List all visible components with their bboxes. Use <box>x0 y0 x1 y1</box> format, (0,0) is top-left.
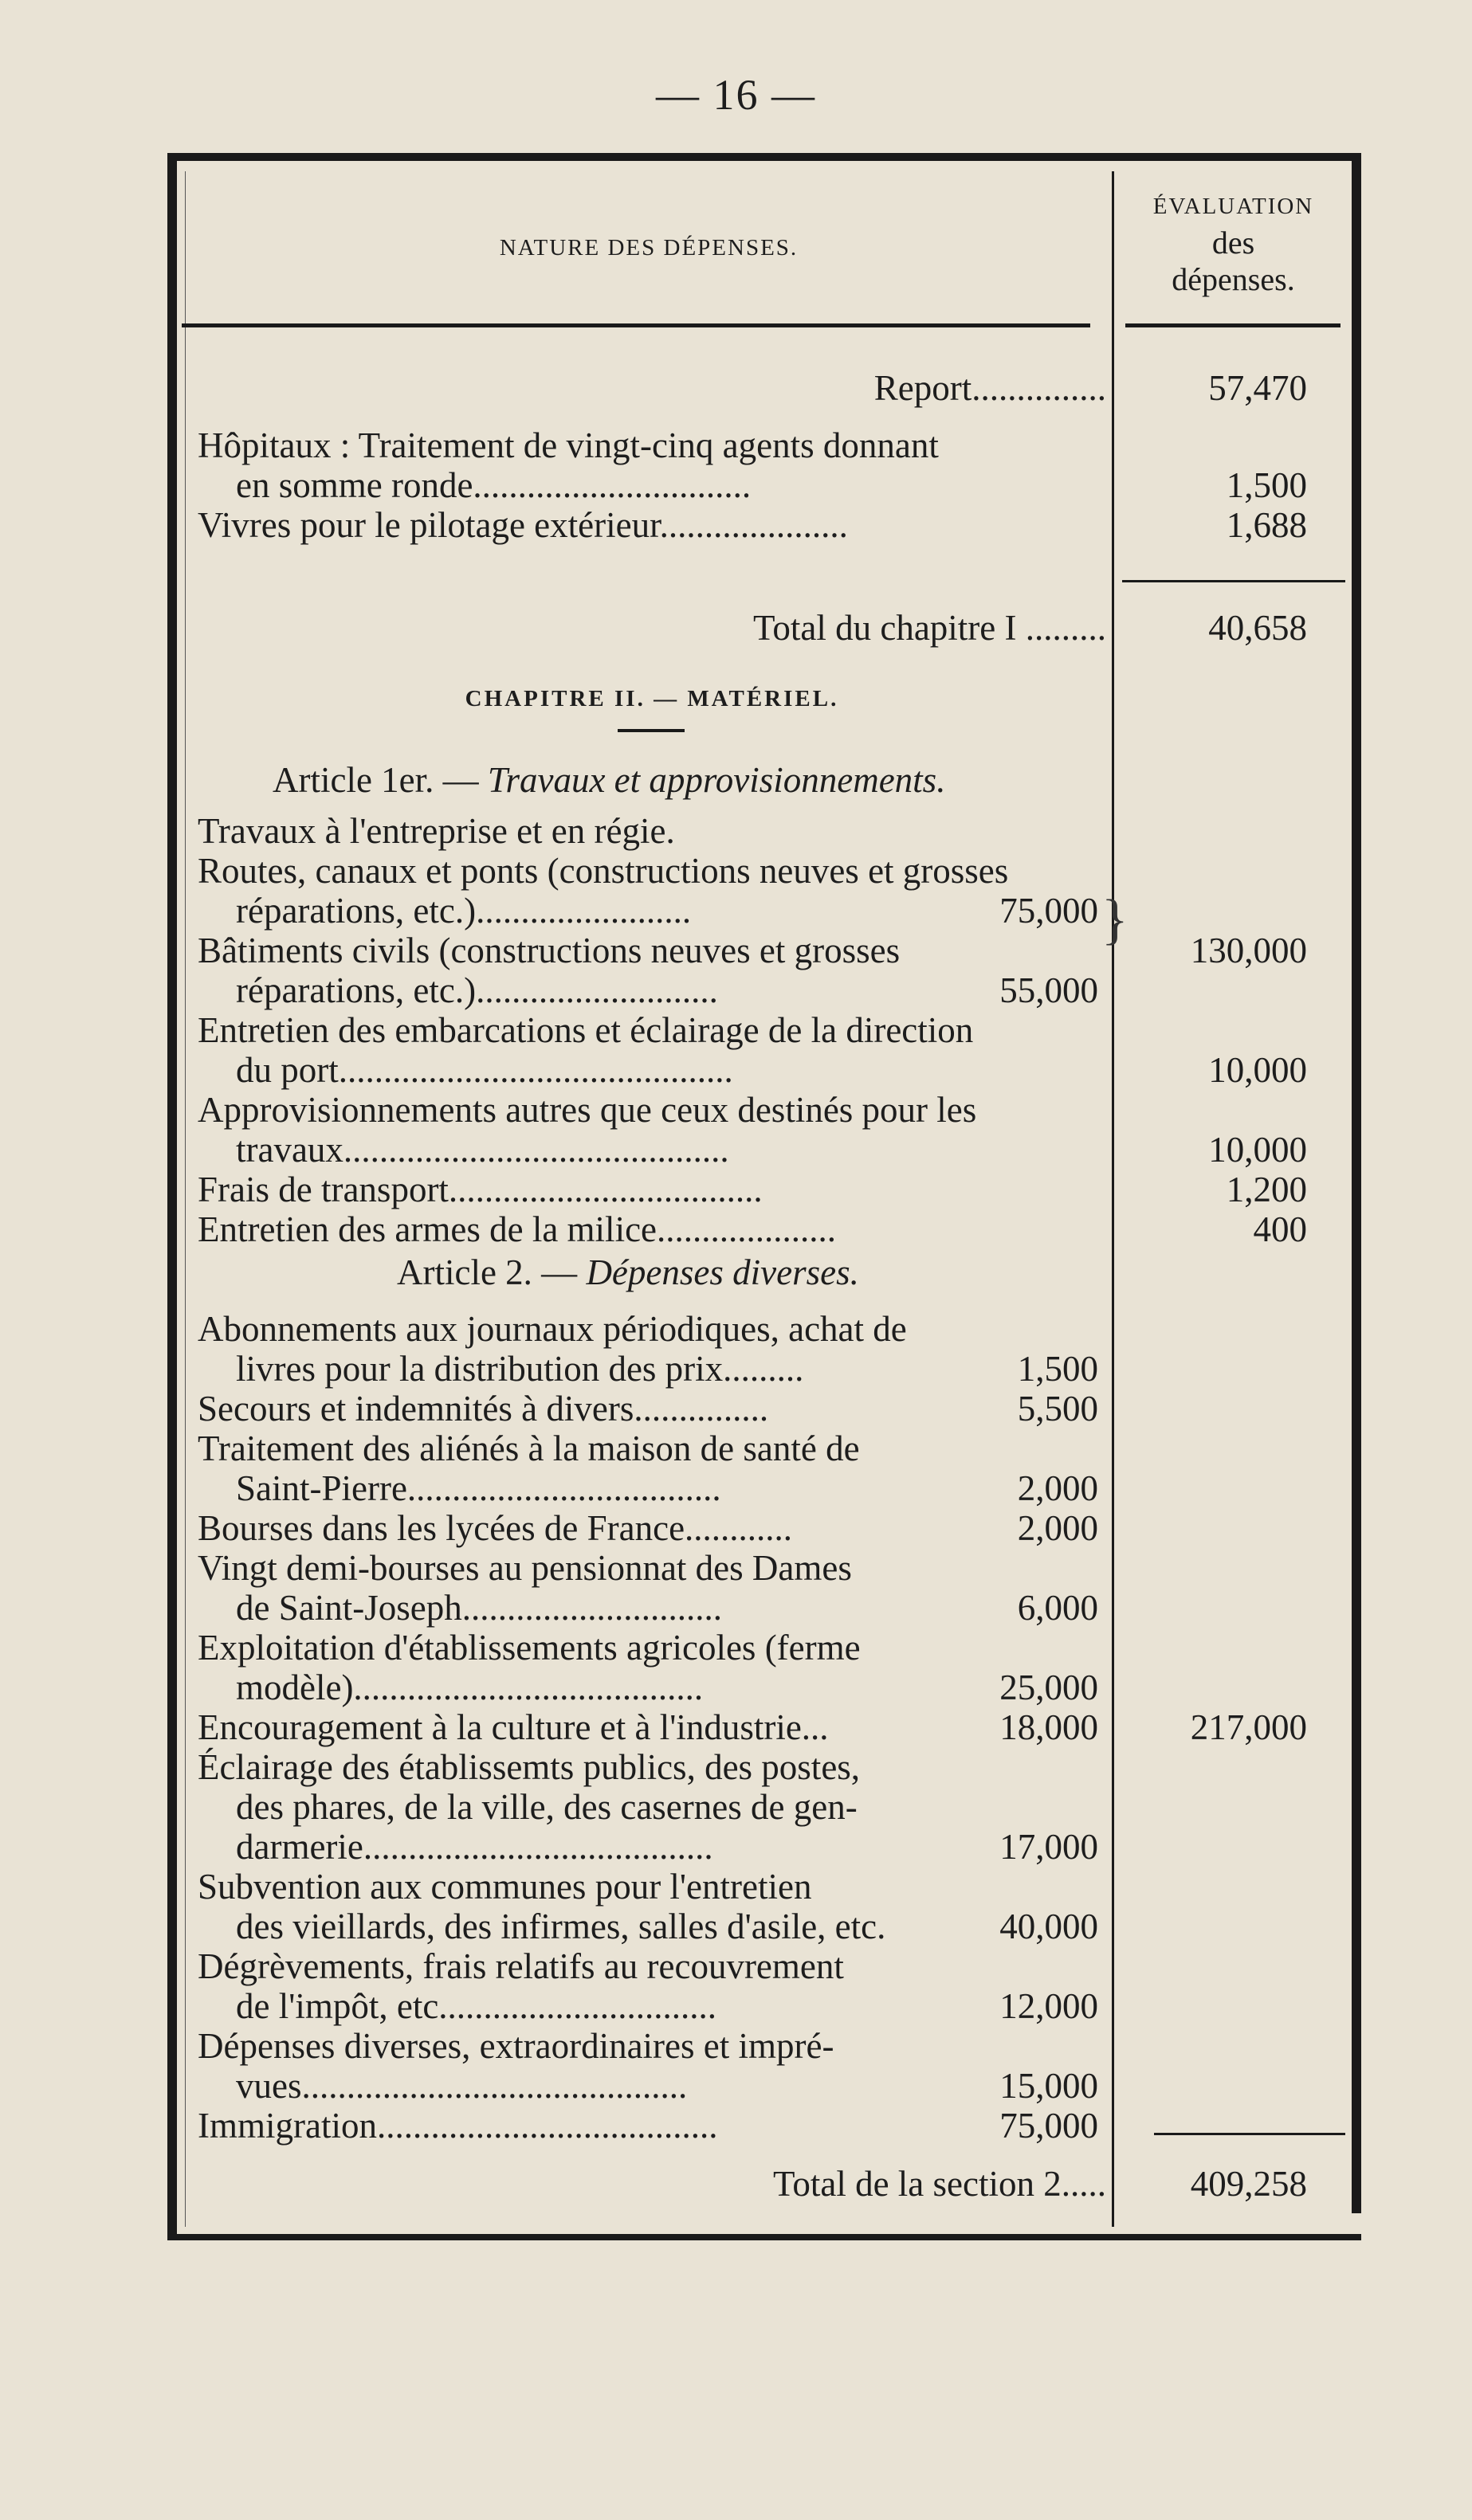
abonnements-line1: Abonnements aux journaux périodiques, achat de <box>198 1309 907 1349</box>
total-section-label: Total de la section 2..... <box>773 2164 1106 2204</box>
brace-travaux: } <box>1101 889 1129 950</box>
degrevements-line1: Dégrèvements, frais relatifs au recouvrement <box>198 1946 844 1986</box>
routes-line1: Routes, canaux et ponts (constructions neuves et grosses <box>198 851 1009 891</box>
entretien-line2: du port............................................ <box>236 1050 733 1090</box>
depenses-diverses-amount: 15,000 <box>999 2066 1098 2106</box>
eclairage-line1: Éclairage des établissemts publics, des postes, <box>198 1747 861 1787</box>
depenses-diverses-line2: vues........................................... <box>236 2066 688 2106</box>
abonnements-line2: livres pour la distribution des prix......... <box>236 1349 804 1389</box>
degrevements-line2: de l'impôt, etc............................... <box>236 1986 717 2026</box>
total-section-amount: 409,258 <box>1190 2164 1307 2204</box>
armes-amount: 400 <box>1253 1209 1307 1249</box>
encouragement-amount: 18,000 <box>999 1707 1098 1747</box>
report-amount: 57,470 <box>1208 368 1307 408</box>
table-right-border <box>1352 153 1361 2213</box>
abonnements-amount: 1,500 <box>1017 1349 1098 1389</box>
page-number: — 16 — <box>656 71 816 119</box>
frais-transport-amount: 1,200 <box>1226 1170 1307 1209</box>
batiments-line1: Bâtiments civils (constructions neuves et grosses <box>198 931 901 970</box>
bourses-line: Bourses dans les lycées de France............ <box>198 1508 793 1548</box>
section-total-rule <box>1154 2133 1345 2135</box>
travaux-entreprise: Travaux à l'entreprise et en régie. <box>198 811 675 851</box>
secours-amount: 5,500 <box>1017 1389 1098 1429</box>
header-rule-left <box>182 323 1090 327</box>
demi-bourses-line1: Vingt demi-bourses au pensionnat des Dames <box>198 1548 852 1588</box>
demi-bourses-line2: de Saint-Joseph............................. <box>236 1588 722 1628</box>
degrevements-amount: 12,000 <box>999 1986 1098 2026</box>
article2-label: Article 2. — <box>397 1252 587 1292</box>
demi-bourses-amount: 6,000 <box>1017 1588 1098 1628</box>
alienes-amount: 2,000 <box>1017 1468 1098 1508</box>
chapitre-ii-heading: CHAPITRE II. — MATÉRIEL. <box>465 686 839 711</box>
batiments-line2: réparations, etc.)........................... <box>236 970 718 1010</box>
chapitre-rule <box>618 729 685 732</box>
header-evaluation-line2: des <box>1211 225 1255 261</box>
subtotal-rule <box>1122 580 1345 582</box>
eclairage-line3: darmerie....................................... <box>236 1827 713 1867</box>
immigration-line: Immigration...................................... <box>198 2106 718 2146</box>
appro-amount: 10,000 <box>1208 1130 1307 1170</box>
appro-line1: Approvisionnements autres que ceux destinés pour les <box>198 1090 977 1130</box>
subvention-amount: 40,000 <box>999 1907 1098 1946</box>
armes-line: Entretien des armes de la milice.................... <box>198 1209 837 1249</box>
hopitaux-line1: Hôpitaux : Traitement de vingt-cinq agents donnant <box>198 425 939 465</box>
secours-line: Secours et indemnités à divers............... <box>198 1389 769 1429</box>
batiments-amount: 55,000 <box>999 970 1098 1010</box>
total-chapitre-label: Total du chapitre I ......... <box>753 608 1106 648</box>
header-evaluation-line3: dépenses. <box>1172 261 1295 297</box>
diverses-total: 217,000 <box>1190 1707 1307 1747</box>
routes-line2: réparations, etc.)........................ <box>236 891 692 931</box>
eclairage-amount: 17,000 <box>999 1827 1098 1867</box>
routes-amount: 75,000 <box>999 891 1098 931</box>
appro-line2: travaux........................................... <box>236 1130 729 1170</box>
entretien-amount: 10,000 <box>1208 1050 1307 1090</box>
article2-heading <box>198 1252 1305 1292</box>
header-evaluation-line1: ÉVALUATION <box>1152 194 1314 219</box>
article2-title: Dépenses diverses. <box>586 1252 859 1292</box>
entretien-line1: Entretien des embarcations et éclairage de la direction <box>198 1010 974 1050</box>
table-inner-line <box>185 171 186 2227</box>
bourses-amount: 2,000 <box>1017 1508 1098 1548</box>
report-label: Report............... <box>873 368 1106 408</box>
header-rule-right <box>1125 323 1341 327</box>
table-left-border <box>167 153 177 2240</box>
travaux-total: 130,000 <box>1190 931 1307 970</box>
hopitaux-amount: 1,500 <box>1226 465 1307 505</box>
eclairage-line2: des phares, de la ville, des casernes de gen- <box>236 1787 858 1827</box>
alienes-line2: Saint-Pierre................................... <box>236 1468 721 1508</box>
subvention-line1: Subvention aux communes pour l'entretien <box>198 1867 812 1907</box>
alienes-line1: Traitement des aliénés à la maison de santé de <box>198 1429 860 1468</box>
vivres-amount: 1,688 <box>1226 505 1307 545</box>
article1-heading <box>198 760 1181 800</box>
frais-transport-line: Frais de transport................................... <box>198 1170 763 1209</box>
article1-title: Travaux et approvisionnements. <box>487 760 946 800</box>
subvention-line2: des vieillards, des infirmes, salles d'asile, etc. <box>236 1907 886 1946</box>
immigration-amount: 75,000 <box>999 2106 1098 2146</box>
header-nature: NATURE DES DÉPENSES. <box>499 235 799 261</box>
depenses-diverses-line1: Dépenses diverses, extraordinaires et impré- <box>198 2026 834 2066</box>
vivres-line: Vivres pour le pilotage extérieur..................... <box>198 505 848 545</box>
article1-label: Article 1er. — <box>273 760 488 800</box>
encouragement-line: Encouragement à la culture et à l'industrie... <box>198 1707 829 1747</box>
exploitation-line1: Exploitation d'établissements agricoles (ferme <box>198 1628 861 1668</box>
hopitaux-line2: en somme ronde............................... <box>236 465 752 505</box>
total-chapitre-amount: 40,658 <box>1208 608 1307 648</box>
header-evaluation <box>1116 188 1351 298</box>
exploitation-amount: 25,000 <box>999 1668 1098 1707</box>
exploitation-line2: modèle)....................................... <box>236 1668 704 1707</box>
